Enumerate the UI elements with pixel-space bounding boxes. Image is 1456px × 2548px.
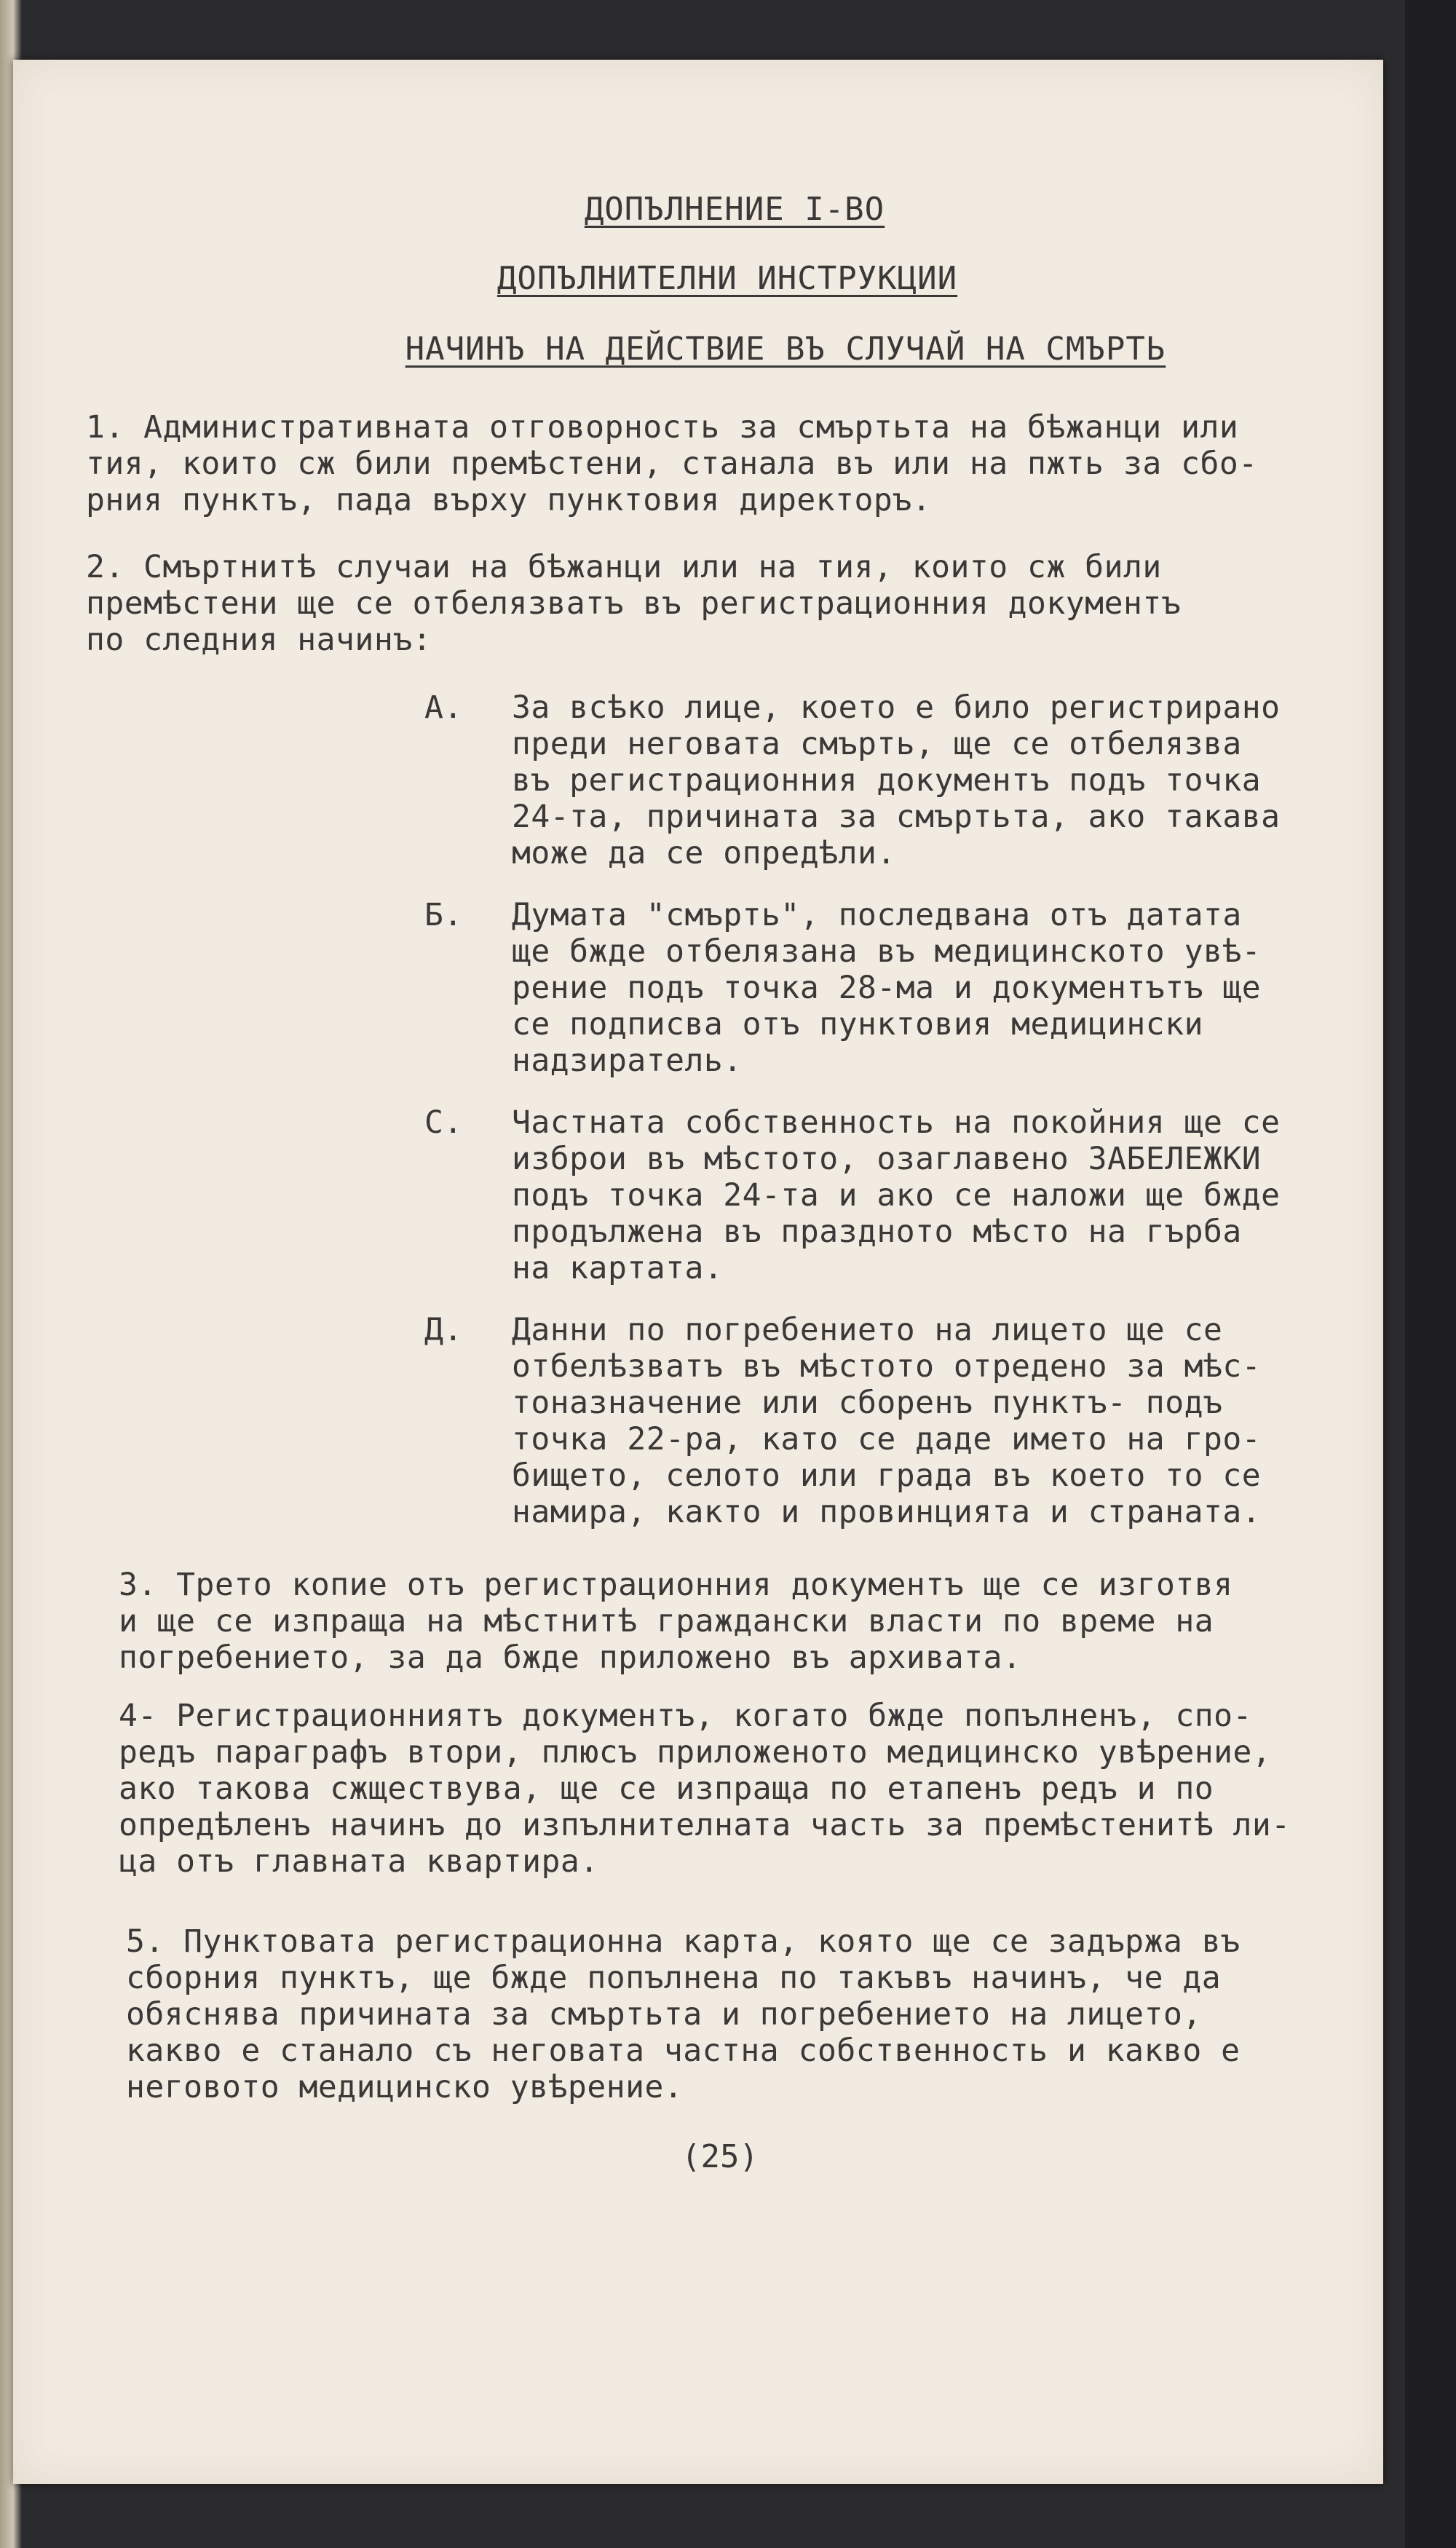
text-line: 1. Административната отговорность за смъртьта на бѣжанци или <box>86 409 1239 446</box>
section-heading: НАЧИНЪ НА ДЕЙСТВИЕ ВЪ СЛУЧАЙ НА СМЪРТЬ <box>405 331 1166 368</box>
paragraph-4 <box>119 1698 1291 1880</box>
document-page <box>13 60 1383 2484</box>
paragraph-5 <box>126 1923 1241 2105</box>
text-line: рение подъ точка 28-ма и документътъ ще <box>512 970 1262 1006</box>
text-line: Думата "смърть", последвана отъ датата <box>512 897 1242 933</box>
subitem-marker: Д. <box>424 1312 463 1348</box>
text-line: рния пунктъ, пада върху пунктовия директоръ. <box>86 482 932 518</box>
page-number: (25) <box>681 2138 759 2175</box>
subitem-b <box>424 897 1262 1079</box>
text-line: ако такова сжществува, ще се изпраща по етапенъ редъ и по <box>119 1770 1214 1807</box>
paragraph-2 <box>86 549 1181 658</box>
paragraph-1 <box>86 409 1258 518</box>
text-line: неговото медицинско увѣрение. <box>126 2069 684 2105</box>
document-subtitle: ДОПЪЛНИТЕЛНИ ИНСТРУКЦИИ <box>496 260 958 297</box>
text-line: тия, които сж били премѣстени, станала въ или на пжть за сбо- <box>86 446 1258 482</box>
text-line: на картата. <box>512 1250 724 1286</box>
text-line: изброи въ мѣстото, озаглавено ЗАБЕЛЕЖКИ <box>512 1141 1262 1177</box>
text-line: 2. Смъртнитѣ случаи на бѣжанци или на тия, които сж били <box>86 549 1162 585</box>
text-line: ца отъ главната квартира. <box>119 1843 599 1880</box>
text-line: опредѣленъ начинъ до изпълнителната часть за премѣстенитѣ ли- <box>119 1807 1291 1843</box>
text-line: 3. Трето копие отъ регистрационния документъ ще се изготвя <box>119 1567 1233 1603</box>
subitem-marker: Б. <box>424 897 463 933</box>
text-line: обяснява причината за смъртьта и погребението на лицето, <box>126 1996 1202 2033</box>
text-line: и ще се изпраща на мѣстнитѣ граждански власти по време на <box>119 1603 1214 1639</box>
text-line: по следния начинъ: <box>86 622 432 658</box>
text-line: 4- Регистрационниятъ документъ, когато бжде попълненъ, спо- <box>119 1698 1252 1734</box>
scan-backdrop-right <box>1405 0 1456 2548</box>
document-title: ДОПЪЛНЕНИЕ I-ВО <box>584 191 885 228</box>
text-line: За всѣко лице, което е било регистрирано <box>512 689 1281 726</box>
text-line: бището, селото или града въ което то се <box>512 1457 1262 1494</box>
text-line: надзиратель. <box>512 1042 743 1079</box>
subitem-a <box>424 689 1281 871</box>
text-line: подъ точка 24-та и ако се наложи ще бжде <box>512 1177 1281 1214</box>
text-line: може да се опредѣли. <box>512 835 896 871</box>
text-line: Частната собственность на покойния ще се <box>512 1104 1281 1141</box>
text-line: тоназначение или сборенъ пунктъ- подъ <box>512 1385 1223 1421</box>
subitem-d <box>424 1312 1262 1530</box>
subitem-c <box>424 1104 1281 1286</box>
text-line: премѣстени ще се отбелязватъ въ регистрационния документъ <box>86 585 1182 622</box>
subitem-marker: А. <box>424 689 463 726</box>
text-line: преди неговата смърть, ще се отбелязва <box>512 726 1242 762</box>
text-line: какво е станало съ неговата частна собственность и какво е <box>126 2033 1241 2069</box>
text-line: погребението, за да бжде приложено въ архивата. <box>119 1639 1022 1676</box>
text-line: 24-та, причината за смъртьта, ако такава <box>512 799 1281 835</box>
text-line: въ регистрационния документъ подъ точка <box>512 762 1262 799</box>
text-line: Данни по погребението на лицето ще се <box>512 1312 1223 1348</box>
text-line: точка 22-ра, като се даде името на гро- <box>512 1421 1262 1457</box>
text-line: продължена въ праздното мѣсто на гърба <box>512 1214 1242 1250</box>
text-line: редъ параграфъ втори, плюсъ приложеното медицинско увѣрение, <box>119 1734 1272 1770</box>
text-line: ще бжде отбелязана въ медицинското увѣ- <box>512 933 1262 970</box>
text-line: намира, както и провинцията и страната. <box>512 1494 1262 1530</box>
text-line: отбелѣзватъ въ мѣстото отредено за мѣс- <box>512 1348 1262 1385</box>
subitem-marker: С. <box>424 1104 463 1141</box>
text-line: се подписва отъ пунктовия медицински <box>512 1006 1203 1042</box>
paragraph-3 <box>119 1567 1233 1676</box>
text-line: 5. Пунктовата регистрационна карта, която ще се задържа въ <box>126 1923 1241 1960</box>
text-line: сборния пунктъ, ще бжде попълнена по такъвъ начинъ, че да <box>126 1960 1222 1996</box>
